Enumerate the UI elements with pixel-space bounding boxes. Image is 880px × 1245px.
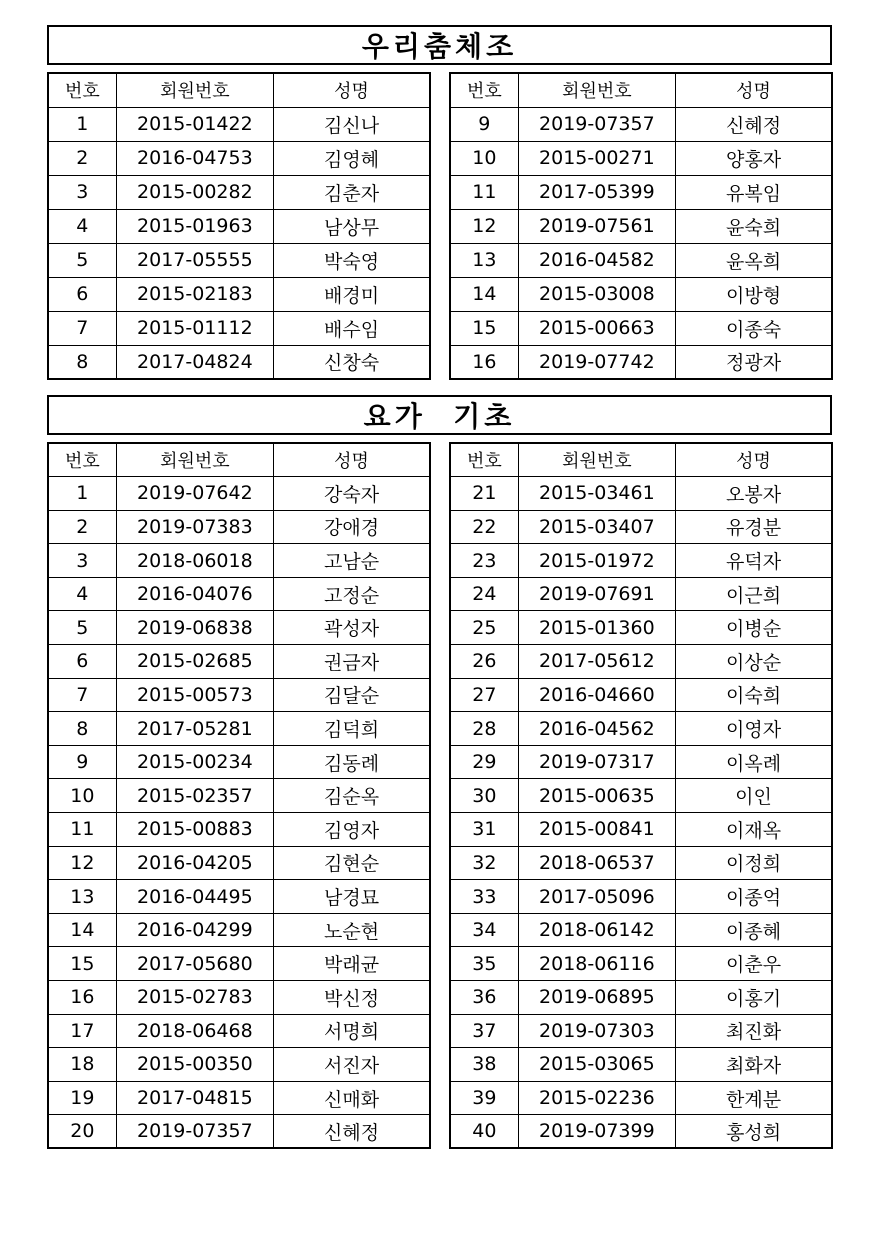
- member-id-cell: 2017-04815: [116, 1081, 273, 1115]
- table-row: [48, 913, 430, 947]
- no-cell: 34: [450, 913, 518, 947]
- member-id-cell: 2018-06116: [518, 947, 675, 981]
- name-cell: 김달순: [274, 678, 430, 712]
- table-row: [450, 678, 832, 712]
- member-id-cell: 2017-05096: [518, 880, 675, 914]
- table-row: [450, 175, 832, 209]
- table-row: [48, 345, 430, 379]
- name-cell: 이상순: [676, 645, 832, 679]
- table-row: [48, 1048, 430, 1082]
- name-cell: 이방형: [676, 277, 832, 311]
- member-id-cell: 2019-07357: [518, 107, 675, 141]
- member-id-cell: 2015-01422: [116, 107, 273, 141]
- section-2-title: 요가 기초: [47, 395, 832, 435]
- name-cell: 배경미: [274, 277, 430, 311]
- member-id-cell: 2015-01360: [518, 611, 675, 645]
- no-cell: 2: [48, 510, 116, 544]
- member-id-cell: 2015-03461: [518, 477, 675, 511]
- member-id-cell: 2017-04824: [116, 345, 273, 379]
- member-id-cell: 2019-07317: [518, 745, 675, 779]
- table-row: [450, 846, 832, 880]
- no-cell: 7: [48, 678, 116, 712]
- no-cell: 8: [48, 345, 116, 379]
- member-id-cell: 2015-00841: [518, 813, 675, 847]
- name-cell: 오봉자: [676, 477, 832, 511]
- name-cell: 김영혜: [274, 141, 430, 175]
- no-cell: 35: [450, 947, 518, 981]
- name-cell: 고정순: [274, 577, 430, 611]
- table-row: [450, 209, 832, 243]
- member-id-cell: 2019-07642: [116, 477, 273, 511]
- no-cell: 1: [48, 477, 116, 511]
- no-cell: 12: [450, 209, 518, 243]
- table-row: [450, 1014, 832, 1048]
- table-row: [450, 712, 832, 746]
- no-cell: 36: [450, 981, 518, 1015]
- member-id-cell: 2016-04562: [518, 712, 675, 746]
- member-id-cell: 2016-04582: [518, 243, 675, 277]
- table-row: [450, 141, 832, 175]
- header-no: 번호: [48, 73, 116, 107]
- header-member-id: 회원번호: [518, 73, 675, 107]
- table-row: [48, 947, 430, 981]
- name-cell: 고남순: [274, 544, 430, 578]
- name-cell: 박신정: [274, 981, 430, 1015]
- no-cell: 32: [450, 846, 518, 880]
- name-cell: 이종혜: [676, 913, 832, 947]
- header-name: 성명: [274, 443, 430, 477]
- name-cell: 이홍기: [676, 981, 832, 1015]
- name-cell: 김동례: [274, 745, 430, 779]
- table-row: [450, 913, 832, 947]
- no-cell: 30: [450, 779, 518, 813]
- no-cell: 12: [48, 846, 116, 880]
- member-id-cell: 2018-06468: [116, 1014, 273, 1048]
- name-cell: 김신나: [274, 107, 430, 141]
- name-cell: 이춘우: [676, 947, 832, 981]
- table-row: [450, 243, 832, 277]
- name-cell: 유덕자: [676, 544, 832, 578]
- section-1-right-table: [449, 72, 833, 380]
- member-id-cell: 2016-04753: [116, 141, 273, 175]
- table-row: [450, 510, 832, 544]
- section-1-title: 우리춤체조: [47, 25, 832, 65]
- name-cell: 유복임: [676, 175, 832, 209]
- name-cell: 신혜정: [676, 107, 832, 141]
- member-id-cell: 2015-00635: [518, 779, 675, 813]
- name-cell: 강애경: [274, 510, 430, 544]
- name-cell: 곽성자: [274, 611, 430, 645]
- table-row: [48, 880, 430, 914]
- no-cell: 10: [48, 779, 116, 813]
- member-id-cell: 2017-05281: [116, 712, 273, 746]
- member-id-cell: 2015-02183: [116, 277, 273, 311]
- no-cell: 5: [48, 243, 116, 277]
- member-id-cell: 2019-07357: [116, 1115, 273, 1149]
- no-cell: 14: [450, 277, 518, 311]
- name-cell: 이근희: [676, 577, 832, 611]
- name-cell: 이병순: [676, 611, 832, 645]
- name-cell: 윤숙희: [676, 209, 832, 243]
- no-cell: 21: [450, 477, 518, 511]
- no-cell: 26: [450, 645, 518, 679]
- table-row: [450, 947, 832, 981]
- member-id-cell: 2015-00234: [116, 745, 273, 779]
- member-id-cell: 2015-01112: [116, 311, 273, 345]
- table-row: [450, 981, 832, 1015]
- no-cell: 5: [48, 611, 116, 645]
- member-id-cell: 2015-01963: [116, 209, 273, 243]
- member-id-cell: 2015-00663: [518, 311, 675, 345]
- member-id-cell: 2015-00350: [116, 1048, 273, 1082]
- name-cell: 신혜정: [274, 1115, 430, 1149]
- table-row: [450, 345, 832, 379]
- no-cell: 16: [48, 981, 116, 1015]
- table-row: [450, 645, 832, 679]
- no-cell: 4: [48, 209, 116, 243]
- table-row: [48, 611, 430, 645]
- table-row: [48, 107, 430, 141]
- member-id-cell: 2018-06142: [518, 913, 675, 947]
- name-cell: 권금자: [274, 645, 430, 679]
- table-row: [48, 745, 430, 779]
- table-row: [450, 544, 832, 578]
- no-cell: 20: [48, 1115, 116, 1149]
- name-cell: 이정희: [676, 846, 832, 880]
- table-row: [48, 141, 430, 175]
- table-row: [48, 175, 430, 209]
- table-header-row: [450, 443, 832, 477]
- header-member-id: 회원번호: [116, 73, 273, 107]
- no-cell: 17: [48, 1014, 116, 1048]
- name-cell: 이옥례: [676, 745, 832, 779]
- no-cell: 3: [48, 175, 116, 209]
- table-row: [48, 277, 430, 311]
- member-id-cell: 2015-03008: [518, 277, 675, 311]
- table-row: [48, 678, 430, 712]
- name-cell: 이종숙: [676, 311, 832, 345]
- name-cell: 신창숙: [274, 345, 430, 379]
- name-cell: 서명희: [274, 1014, 430, 1048]
- table-row: [48, 544, 430, 578]
- no-cell: 38: [450, 1048, 518, 1082]
- no-cell: 22: [450, 510, 518, 544]
- name-cell: 강숙자: [274, 477, 430, 511]
- table-row: [48, 243, 430, 277]
- table-row: [450, 1081, 832, 1115]
- header-name: 성명: [676, 443, 832, 477]
- member-id-cell: 2017-05680: [116, 947, 273, 981]
- table-row: [48, 209, 430, 243]
- name-cell: 노순현: [274, 913, 430, 947]
- no-cell: 13: [48, 880, 116, 914]
- header-member-id: 회원번호: [518, 443, 675, 477]
- no-cell: 33: [450, 880, 518, 914]
- table-row: [450, 880, 832, 914]
- member-id-cell: 2019-07383: [116, 510, 273, 544]
- member-id-cell: 2015-00883: [116, 813, 273, 847]
- name-cell: 김덕희: [274, 712, 430, 746]
- member-id-cell: 2015-00573: [116, 678, 273, 712]
- header-no: 번호: [450, 73, 518, 107]
- no-cell: 14: [48, 913, 116, 947]
- no-cell: 39: [450, 1081, 518, 1115]
- member-id-cell: 2015-02685: [116, 645, 273, 679]
- member-id-cell: 2019-06895: [518, 981, 675, 1015]
- no-cell: 15: [48, 947, 116, 981]
- table-row: [450, 1048, 832, 1082]
- name-cell: 최진화: [676, 1014, 832, 1048]
- no-cell: 37: [450, 1014, 518, 1048]
- member-id-cell: 2017-05555: [116, 243, 273, 277]
- table-row: [48, 712, 430, 746]
- name-cell: 유경분: [676, 510, 832, 544]
- section-1-left-table: [47, 72, 431, 380]
- table-row: [450, 107, 832, 141]
- member-id-cell: 2015-03065: [518, 1048, 675, 1082]
- name-cell: 김영자: [274, 813, 430, 847]
- table-row: [450, 779, 832, 813]
- no-cell: 29: [450, 745, 518, 779]
- no-cell: 40: [450, 1115, 518, 1149]
- no-cell: 27: [450, 678, 518, 712]
- no-cell: 19: [48, 1081, 116, 1115]
- table-row: [450, 277, 832, 311]
- no-cell: 23: [450, 544, 518, 578]
- table-row: [48, 1115, 430, 1149]
- no-cell: 8: [48, 712, 116, 746]
- member-id-cell: 2019-07561: [518, 209, 675, 243]
- no-cell: 18: [48, 1048, 116, 1082]
- member-id-cell: 2019-07691: [518, 577, 675, 611]
- name-cell: 남경묘: [274, 880, 430, 914]
- no-cell: 16: [450, 345, 518, 379]
- no-cell: 25: [450, 611, 518, 645]
- member-id-cell: 2015-01972: [518, 544, 675, 578]
- member-id-cell: 2015-00282: [116, 175, 273, 209]
- member-id-cell: 2017-05399: [518, 175, 675, 209]
- member-id-cell: 2017-05612: [518, 645, 675, 679]
- table-header-row: [48, 73, 430, 107]
- name-cell: 신매화: [274, 1081, 430, 1115]
- name-cell: 박래균: [274, 947, 430, 981]
- header-no: 번호: [450, 443, 518, 477]
- member-id-cell: 2016-04205: [116, 846, 273, 880]
- table-header-row: [48, 443, 430, 477]
- name-cell: 이종억: [676, 880, 832, 914]
- no-cell: 11: [450, 175, 518, 209]
- no-cell: 2: [48, 141, 116, 175]
- name-cell: 남상무: [274, 209, 430, 243]
- header-no: 번호: [48, 443, 116, 477]
- member-id-cell: 2015-02783: [116, 981, 273, 1015]
- no-cell: 3: [48, 544, 116, 578]
- table-row: [450, 311, 832, 345]
- no-cell: 13: [450, 243, 518, 277]
- no-cell: 24: [450, 577, 518, 611]
- table-row: [450, 611, 832, 645]
- table-row: [48, 311, 430, 345]
- table-row: [48, 645, 430, 679]
- name-cell: 배수임: [274, 311, 430, 345]
- section-2-left-table: [47, 442, 431, 1149]
- no-cell: 7: [48, 311, 116, 345]
- member-id-cell: 2018-06018: [116, 544, 273, 578]
- table-row: [450, 477, 832, 511]
- member-id-cell: 2016-04660: [518, 678, 675, 712]
- no-cell: 9: [450, 107, 518, 141]
- header-member-id: 회원번호: [116, 443, 273, 477]
- table-row: [48, 577, 430, 611]
- name-cell: 김현순: [274, 846, 430, 880]
- member-id-cell: 2016-04076: [116, 577, 273, 611]
- table-row: [48, 846, 430, 880]
- name-cell: 이재옥: [676, 813, 832, 847]
- table-row: [48, 1014, 430, 1048]
- no-cell: 6: [48, 277, 116, 311]
- name-cell: 한계분: [676, 1081, 832, 1115]
- member-id-cell: 2019-07303: [518, 1014, 675, 1048]
- member-id-cell: 2018-06537: [518, 846, 675, 880]
- table-row: [450, 577, 832, 611]
- table-header-row: [450, 73, 832, 107]
- no-cell: 9: [48, 745, 116, 779]
- no-cell: 15: [450, 311, 518, 345]
- header-name: 성명: [676, 73, 832, 107]
- table-row: [450, 745, 832, 779]
- table-row: [450, 813, 832, 847]
- name-cell: 이숙희: [676, 678, 832, 712]
- no-cell: 1: [48, 107, 116, 141]
- name-cell: 서진자: [274, 1048, 430, 1082]
- name-cell: 이인: [676, 779, 832, 813]
- table-row: [450, 1115, 832, 1149]
- name-cell: 이영자: [676, 712, 832, 746]
- member-id-cell: 2019-06838: [116, 611, 273, 645]
- section-2-right-table: [449, 442, 833, 1149]
- name-cell: 김순옥: [274, 779, 430, 813]
- no-cell: 10: [450, 141, 518, 175]
- name-cell: 박숙영: [274, 243, 430, 277]
- table-row: [48, 1081, 430, 1115]
- no-cell: 11: [48, 813, 116, 847]
- name-cell: 윤옥희: [676, 243, 832, 277]
- no-cell: 31: [450, 813, 518, 847]
- member-id-cell: 2019-07742: [518, 345, 675, 379]
- name-cell: 정광자: [676, 345, 832, 379]
- table-row: [48, 477, 430, 511]
- member-id-cell: 2019-07399: [518, 1115, 675, 1149]
- table-row: [48, 779, 430, 813]
- member-id-cell: 2016-04495: [116, 880, 273, 914]
- member-id-cell: 2016-04299: [116, 913, 273, 947]
- name-cell: 최화자: [676, 1048, 832, 1082]
- header-name: 성명: [274, 73, 430, 107]
- member-id-cell: 2015-02236: [518, 1081, 675, 1115]
- member-id-cell: 2015-03407: [518, 510, 675, 544]
- no-cell: 4: [48, 577, 116, 611]
- name-cell: 김춘자: [274, 175, 430, 209]
- table-row: [48, 510, 430, 544]
- name-cell: 양홍자: [676, 141, 832, 175]
- table-row: [48, 813, 430, 847]
- name-cell: 홍성희: [676, 1115, 832, 1149]
- no-cell: 28: [450, 712, 518, 746]
- no-cell: 6: [48, 645, 116, 679]
- table-row: [48, 981, 430, 1015]
- member-id-cell: 2015-00271: [518, 141, 675, 175]
- member-id-cell: 2015-02357: [116, 779, 273, 813]
